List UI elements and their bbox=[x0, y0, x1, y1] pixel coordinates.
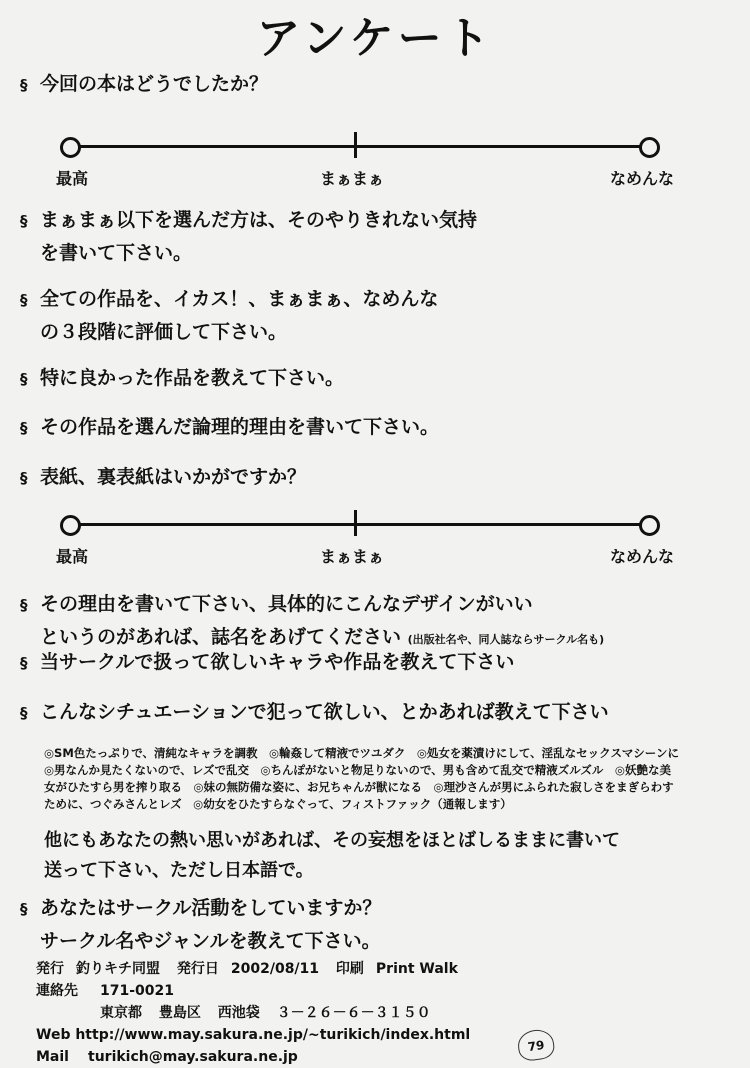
question-3-line2: の３段階に評価して下さい。 bbox=[40, 321, 288, 343]
scale-label-best: 最高 bbox=[56, 169, 89, 188]
rating-scale-1 bbox=[56, 132, 674, 192]
section-mark: § bbox=[20, 291, 28, 309]
question-4 bbox=[20, 362, 344, 395]
scale-middle-tick[interactable] bbox=[354, 132, 357, 158]
question-6 bbox=[20, 461, 306, 494]
question-2-line2: を書いて下さい。 bbox=[40, 242, 193, 264]
question-5-text: その作品を選んだ論理的理由を書いて下さい。 bbox=[40, 416, 440, 438]
address-prefecture: 東京都 bbox=[100, 1005, 142, 1021]
scale-label-worst: なめんな bbox=[609, 547, 674, 566]
scale-left-circle[interactable] bbox=[60, 137, 81, 158]
date-label: 発行日 bbox=[176, 961, 219, 977]
free-comment-note bbox=[44, 826, 620, 886]
address-number: ３－２６－６－３１５０ bbox=[276, 1005, 431, 1021]
mail-address[interactable]: turikich@may.sakura.ne.jp bbox=[88, 1049, 298, 1065]
question-2-line1: まぁまぁ以下を選んだ方は、そのやりきれない気持 bbox=[40, 209, 478, 231]
question-9 bbox=[20, 696, 609, 729]
question-1 bbox=[20, 68, 268, 101]
question-8-text: 当サークルで扱って欲しいキャラや作品を教えて下さい bbox=[40, 651, 515, 673]
postal-code: 171-0021 bbox=[100, 983, 174, 999]
page-number: 79 bbox=[516, 1028, 556, 1063]
question-3-line1: 全ての作品を、イカス！、まぁまぁ、なめんな bbox=[40, 288, 439, 310]
web-label: Web bbox=[36, 1027, 71, 1043]
question-6-text: 表紙、裏表紙はいかがですか？ bbox=[40, 466, 307, 488]
section-mark: § bbox=[20, 704, 28, 722]
page-title: アンケート bbox=[256, 13, 494, 64]
example-line: 女がひたすら男を搾り取る ◎妹の無防備な姿に、お兄ちゃんが獣になる ◎理沙さんが男にふられた寂しさをまぎらわす bbox=[44, 780, 674, 794]
address-town: 西池袋 bbox=[217, 1005, 260, 1021]
print-label: 印刷 bbox=[335, 961, 364, 977]
question-9-text: こんなシチュエーションで犯って欲しい、とかあれば教えて下さい bbox=[40, 701, 609, 723]
question-1-text: 今回の本はどうでしたか？ bbox=[40, 73, 269, 95]
scale-label-middle: まぁまぁ bbox=[320, 547, 385, 566]
scale-line bbox=[74, 145, 646, 148]
section-mark: § bbox=[20, 76, 28, 94]
question-7-line2: というのがあれば、誌名をあげてください bbox=[40, 626, 402, 648]
scale-middle-tick[interactable] bbox=[354, 510, 357, 536]
scale-right-circle[interactable] bbox=[639, 137, 660, 158]
scale-right-circle[interactable] bbox=[639, 515, 660, 536]
scale-label-worst: なめんな bbox=[609, 169, 674, 188]
question-4-text: 特に良かった作品を教えて下さい。 bbox=[40, 367, 345, 389]
contact-label: 連絡先 bbox=[36, 983, 78, 999]
section-mark: § bbox=[20, 469, 28, 487]
scale-label-best: 最高 bbox=[56, 547, 89, 566]
publisher-label: 発行 bbox=[36, 961, 64, 977]
example-line: ◎SM色たっぷりで、清純なキャラを調教 ◎輪姦して精液でツユダク ◎処女を薬漬けにして、淫乱なセックスマシーンに bbox=[44, 746, 680, 760]
section-mark: § bbox=[20, 419, 28, 437]
mail-label: Mail bbox=[36, 1049, 69, 1065]
scale-label-middle: まぁまぁ bbox=[320, 169, 385, 188]
web-url[interactable]: http://www.may.sakura.ne.jp/~turikich/index.html bbox=[75, 1027, 471, 1043]
question-8 bbox=[20, 646, 514, 679]
printer-name: Print Walk bbox=[375, 961, 458, 977]
rating-scale-2 bbox=[56, 510, 674, 570]
question-5 bbox=[20, 411, 439, 444]
section-mark: § bbox=[20, 900, 28, 918]
scale-left-circle[interactable] bbox=[60, 515, 81, 536]
section-mark: § bbox=[20, 596, 28, 614]
question-3 bbox=[20, 283, 438, 348]
question-7-note: (出版社名や、同人誌ならサークル名も) bbox=[407, 633, 605, 646]
colophon bbox=[36, 958, 470, 1068]
free-comment-line1: 他にもあなたの熱い思いがあれば、その妄想をほとばしるままに書いて bbox=[44, 830, 620, 851]
publish-date: 2002/08/11 bbox=[230, 961, 320, 977]
section-mark: § bbox=[20, 654, 28, 672]
scale-line bbox=[74, 523, 646, 526]
publisher-name: 釣りキチ同盟 bbox=[76, 961, 160, 977]
question-10-line1: あなたはサークル活動をしていますか？ bbox=[40, 897, 382, 919]
example-line: ために、つぐみさんとレズ ◎幼女をひたすらなぐって、フィストファック（通報します） bbox=[44, 797, 512, 811]
section-mark: § bbox=[20, 212, 28, 230]
free-comment-line2: 送って下さい、ただし日本語で。 bbox=[44, 860, 314, 881]
question-7-line1: その理由を書いて下さい、具体的にこんなデザインがいい bbox=[40, 593, 533, 615]
question-10-line2: サークル名やジャンルを教えて下さい。 bbox=[40, 930, 381, 952]
example-line: ◎男なんか見たくないので、レズで乱交 ◎ちんぽがないと物足りないので、男も含めて乱交で精液ズルズル ◎妖艶な美 bbox=[44, 763, 671, 777]
example-situations bbox=[44, 745, 734, 813]
question-2 bbox=[20, 204, 477, 269]
question-10 bbox=[20, 892, 381, 957]
section-mark: § bbox=[20, 370, 28, 388]
address-ward: 豊島区 bbox=[158, 1005, 201, 1021]
